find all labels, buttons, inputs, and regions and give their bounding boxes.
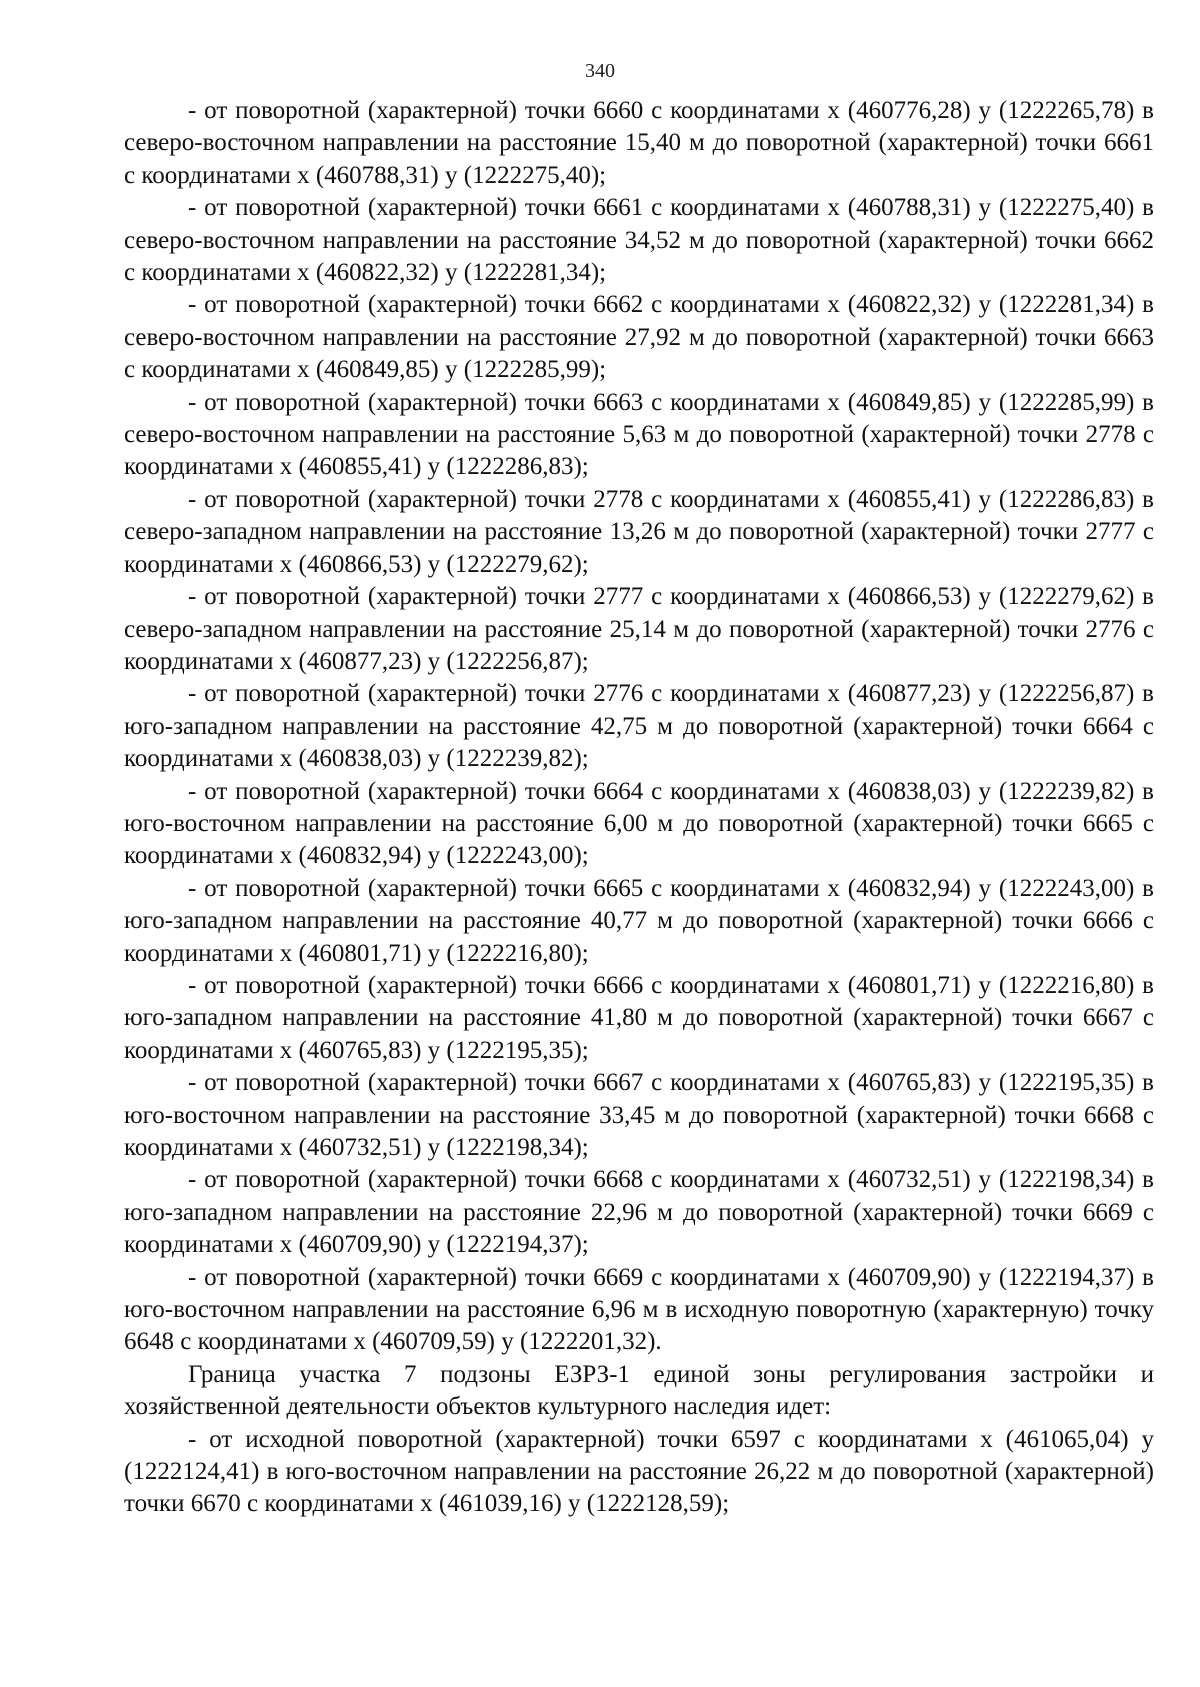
boundary-segment-paragraph: - от исходной поворотной (характерной) точки 6597 с координатами x (461065,04) y (1222124,41) в юго-восточном направлении на расстояние 26,22 м до поворотной (характерной) точки 6670 с координатами x (461039,16) y (1222128,59); [124,1425,1154,1518]
boundary-segment-paragraph: - от поворотной (характерной) точки 6662 с координатами x (460822,32) y (1222281,34) в северо-восточном направлении на расстояние 27,92 м до поворотной (характерной) точки 6663 с координатами x (460849,85) y (1222285,99); [124,291,1154,384]
boundary-segment-paragraph: - от поворотной (характерной) точки 6669 с координатами x (460709,90) y (1222194,37) в юго-восточном направлении на расстояние 6,96 м в исходную поворотную (характерную) точку 6648 с координатами x (460709,59) y (1222201,32). [124,1263,1154,1356]
boundary-segment-paragraph: - от поворотной (характерной) точки 6665 с координатами x (460832,94) y (1222243,00) в юго-западном направлении на расстояние 40,77 м до поворотной (характерной) точки 6666 с координатами x (460801,71) y (1222216,80); [124,874,1154,967]
page-number: 340 [585,60,615,82]
boundary-segment-paragraph: - от поворотной (характерной) точки 6666 с координатами x (460801,71) y (1222216,80) в юго-западном направлении на расстояние 41,80 м до поворотной (характерной) точки 6667 с координатами x (460765,83) y (1222195,35); [124,971,1154,1064]
document-body [124,95,1154,1521]
section-intro-paragraph: Граница участка 7 подзоны ЕЗРЗ-1 единой зоны регулирования застройки и хозяйственной деятельности объектов культурного наследия идет: [124,1360,1154,1421]
boundary-segment-paragraph: - от поворотной (характерной) точки 6668 с координатами x (460732,51) y (1222198,34) в юго-западном направлении на расстояние 22,96 м до поворотной (характерной) точки 6669 с координатами x (460709,90) y (1222194,37); [124,1166,1154,1259]
boundary-segment-paragraph: - от поворотной (характерной) точки 6663 с координатами x (460849,85) y (1222285,99) в северо-восточном направлении на расстояние 5,63 м до поворотной (характерной) точки 2778 с координатами x (460855,41) y (1222286,83); [124,388,1154,481]
boundary-segment-paragraph: - от поворотной (характерной) точки 2776 с координатами x (460877,23) y (1222256,87) в юго-западном направлении на расстояние 42,75 м до поворотной (характерной) точки 6664 с координатами x (460838,03) y (1222239,82); [124,680,1154,773]
boundary-segment-paragraph: - от поворотной (характерной) точки 6667 с координатами x (460765,83) y (1222195,35) в юго-восточном направлении на расстояние 33,45 м до поворотной (характерной) точки 6668 с координатами x (460732,51) y (1222198,34); [124,1069,1154,1161]
boundary-segment-paragraph: - от поворотной (характерной) точки 6660 с координатами x (460776,28) y (1222265,78) в северо-восточном направлении на расстояние 15,40 м до поворотной (характерной) точки 6661 с координатами x (460788,31) y (1222275,40); [124,97,1154,189]
boundary-segment-paragraph: - от поворотной (характерной) точки 6664 с координатами x (460838,03) y (1222239,82) в юго-восточном направлении на расстояние 6,00 м до поворотной (характерной) точки 6665 с координатами x (460832,94) y (1222243,00); [124,777,1154,870]
boundary-segment-paragraph: - от поворотной (характерной) точки 2777 с координатами x (460866,53) y (1222279,62) в северо-западном направлении на расстояние 25,14 м до поворотной (характерной) точки 2776 с координатами x (460877,23) y (1222256,87); [124,583,1154,675]
boundary-segment-paragraph: - от поворотной (характерной) точки 6661 с координатами x (460788,31) y (1222275,40) в северо-восточном направлении на расстояние 34,52 м до поворотной (характерной) точки 6662 с координатами x (460822,32) y (1222281,34); [124,194,1154,287]
boundary-segment-paragraph: - от поворотной (характерной) точки 2778 с координатами x (460855,41) y (1222286,83) в северо-западном направлении на расстояние 13,26 м до поворотной (характерной) точки 2777 с координатами x (460866,53) y (1222279,62); [124,485,1154,578]
